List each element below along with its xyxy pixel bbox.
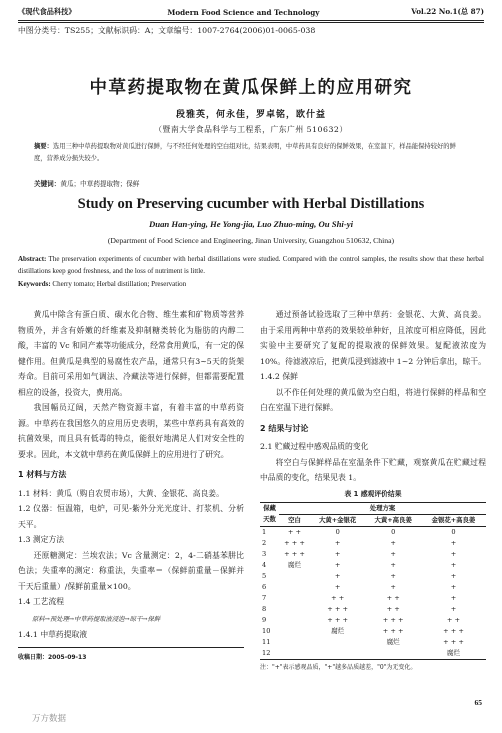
volume-info: Vol.22 No.1(总 87) [411,7,484,16]
keywords-en [18,280,484,288]
table-cell-rating: + [334,560,341,569]
table-cell-rating: + + [331,593,345,602]
table-cell-rating: + [450,571,457,580]
table-cell-rating: 腐烂 [331,626,345,635]
table-cell-rating: + + + [327,604,349,613]
table-cell-rating: + [334,582,341,591]
subsection-heading-extract: 1.4.1 中草药提取液 [18,630,88,639]
title-cn: 中草药提取物在黄瓜保鲜上的应用研究 [89,78,413,98]
section-heading-materials-methods: 1 材料与方法 [18,470,67,479]
extract-paragraph: 通过预备试验选取了三种中草药：金银花、大黄、高良姜。由于采用两种中草药的效果较单种好，且浓度可相应降低，因此实验中主要研究了复配的提取液的保鲜效果。复配液浓度为 10%。待滤液凉后，把黄瓜浸到滤液中 1~2 分钟后拿出，晾干。 [260,310,486,366]
table-cell-rating [310,648,366,660]
table-cell-rating: 腐烂 [446,648,461,657]
section-heading-results: 2 结果与讨论 [260,423,309,433]
table-head-blank: 空白 [288,515,301,524]
table-cell-rating: + + [386,604,400,613]
table-cell-rating: + [390,549,396,558]
process-flow: 原料→预处理→中草药提取液浸泡→晾干→保鲜 [32,615,161,623]
table-cell-rating [279,593,310,604]
table-cell-day: 4 [262,560,267,569]
keywords-cn-label: 关键词： [34,180,61,188]
table-cell-day: 7 [262,593,267,602]
abstract-cn-text: 选用三种中草药提取物对黄瓜进行保鲜，与不经任何处理的空白组对比，结果表明，中草药具有良好的保鲜效果，在室温下，样品能保持较好的鲜度，营养成分损失较少。 [34,143,456,162]
table-head-combo-1: 大黄+金银花 [319,515,357,524]
abstract-en [18,253,484,277]
table-cell-rating: + [450,582,457,591]
table-row [260,648,486,660]
keywords-cn [34,178,468,188]
table-row [260,538,486,549]
authors-en: Duan Han-ying, He Yong-jia, Luo Zhuo-ming, Ou Shi-yi [148,219,354,229]
table-cell-day: 1 [262,527,267,536]
table-cell-rating: + + [386,593,400,602]
table-row [260,637,486,648]
classification-line: 中图分类号：TS255；文献标识码：A；文章编号：1007-2764(2006)01-0065-038 [18,26,316,35]
table-cell-rating: + [450,560,457,569]
table-cell-day: 9 [262,615,267,624]
table-cell-day: 8 [262,604,267,613]
footnote-rule [18,647,244,648]
table-cell-day: 3 [262,549,267,558]
abstract-en-text: The preservation experiments of cucumber with herbal distillations were studied. Compared with the control samples, the results show that these herbal distillations keep good freshness, and the loss of nutriment is little. [18,255,484,275]
table-row [260,626,486,637]
table-head-group: 处理方案 [279,502,486,514]
keywords-en-label: Keywords: [18,280,51,288]
table-body [260,526,486,659]
keywords-en-text: Cherry tomato; Herbal distillation; Preservation [50,280,187,288]
page-number: 65 [474,698,482,707]
table-cell-day: 6 [262,582,267,591]
table-cell-rating: 腐烂 [287,560,302,569]
table-cell-rating: + [390,571,396,580]
table-cell-rating [279,582,310,593]
subsection-heading-process: 1.4 工艺流程 [18,597,65,606]
header-rule [18,20,484,21]
table-head-days-1: 保藏 [263,503,276,512]
table-cell-rating: + [450,549,457,558]
table-head-days-2: 天数 [263,515,276,524]
table-row [260,582,486,593]
intro-paragraph-1: 黄瓜中除含有蛋白质、碳水化合物、维生素和矿物质等营养物质外，并含有娇嫩的纤维素及抑制糖类转化为脂肪的内醇二酸，丰富的 Vc 和同产素等功能成分，经常食用黄瓜，有一定的保健作用。但黄瓜是典型的易腐性农产品，通常只有3~5天的货架寿命。目前可采用如气调法、冷藏法等进行保鲜，但都需要配置相应的设备，投资大，费用高。 [18,310,244,397]
watermark: 万方数据 [32,714,67,724]
affiliation-cn: （暨南大学食品科学与工程系，广东广州 510632） [154,125,348,134]
table-cell-rating: + [390,560,396,569]
table-cell-rating: + [334,549,341,558]
table-cell-rating: + + [287,527,302,536]
table-cell-rating: 腐烂 [386,637,400,646]
table-cell-rating: + + + [443,637,464,646]
table-cell-rating: + [334,538,341,547]
table-cell-rating: + + + [382,626,404,635]
journal-name-cn: 《现代食品科技》 [18,7,76,16]
table-row [260,560,486,571]
table-row [260,615,486,626]
table-cell-rating [279,615,310,626]
right-column [260,307,486,673]
table-cell-rating: + + + [443,626,464,635]
table-cell-day: 10 [262,626,271,635]
table-row [260,593,486,604]
subsection-heading-preservation: 1.4.2 保鲜 [260,372,298,381]
table-row [260,526,486,538]
table-cell-day: 2 [262,538,267,547]
abstract-en-label: Abstract: [18,255,47,263]
table-cell-day: 5 [262,571,267,580]
table-cell-day: 12 [262,648,271,657]
subsection-heading-methods: 1.3 测定方法 [18,535,65,544]
table-cell-rating: + [334,571,341,580]
table-head-combo-3: 金银花+高良姜 [431,515,476,524]
table-cell-day: 11 [262,637,271,646]
table-cell-rating: + [450,538,457,547]
title-en: Study on Preserving cucumber with Herbal Distillations [77,196,425,212]
table-head-combo-2: 大黄+高良姜 [374,515,412,524]
materials-paragraph: 1.1 材料：黄瓜（购自农贸市场），大黄、金银花、高良姜。 [18,488,224,498]
table-cell-rating: + [450,604,457,613]
abstract-cn-label: 摘要： [34,143,53,150]
intro-paragraph-2: 我国幅员辽阔，天然产物资源丰富，有着丰富的中草药资源。中草药在我国悠久的应用历史表明，某些中草药具有高效的抗菌效果，而且具有低毒的特点，能很好地满足人们对安全性的要求。因此，本文就中草药在黄瓜保鲜上的应用进行了研究。 [18,403,244,459]
table-cell-rating [279,637,310,648]
table-cell-rating: + + + [327,615,349,624]
table-row [260,604,486,615]
table-cell-rating: 0 [391,527,396,536]
keywords-cn-text: 黄瓜；中草药提取物；保鲜 [60,180,140,188]
instruments-paragraph: 1.2 仪器：恒温箱，电炉，可见-紫外分光光度计、打浆机、分析天平。 [18,504,244,529]
table-row [260,571,486,582]
table-cell-rating [279,571,310,582]
affiliation-en: (Department of Food Science and Engineering, Jinan University, Guangzhou 510632, China) [107,236,395,245]
sensory-table [260,502,486,660]
table-row [260,549,486,560]
table-cell-rating [279,604,310,615]
table-cell-rating [279,648,310,660]
authors-cn: 段雅英，何永佳，罗卓铭，欧什益 [175,110,326,120]
subsection-heading-sensory: 2.1 贮藏过程中感观品质的变化 [260,442,369,451]
received-date: 收稿日期：2005-09-13 [18,653,87,661]
table-cell-rating: + + + [284,538,305,547]
table-note: 注："+"表示感观品质，"+"越多品质越差，"0"为无变化。 [260,663,417,671]
table-cell-rating: 0 [451,527,456,536]
table-cell-rating [365,648,421,660]
running-header [18,6,484,18]
sensory-paragraph: 将空白与保鲜样品在室温条件下贮藏，观察黄瓜在贮藏过程中品质的变化，结果见表 1。 [260,457,486,482]
table-cell-rating: 0 [335,527,340,536]
table-cell-rating [279,626,310,637]
table-caption: 表 1 感观评价结果 [344,489,402,498]
table-cell-rating [310,637,366,648]
table-cell-rating: + + + [284,549,305,558]
table-cell-rating: + [390,582,396,591]
methods-paragraph: 还原糖测定：兰埃农法；Vc 含量测定：2，4-二硝基苯肼比色法；失重率的测定：称重法，失重率＝（保鲜前重量－保鲜并干天后重量）/保鲜前重量×100。 [18,550,244,591]
header-rule-thin [18,22,484,23]
table-cell-rating: + + + [382,615,404,624]
table-cell-rating: + [450,593,457,602]
abstract-cn [34,141,468,165]
table-cell-rating: + + [446,615,461,624]
left-column [18,307,244,665]
journal-name-en: Modern Food Science and Technology [167,7,320,17]
table-cell-rating: + [390,538,396,547]
preservation-paragraph: 以不作任何处理的黄瓜做为空白组，将进行保鲜的样品和空白在室温下进行保鲜。 [260,387,486,412]
